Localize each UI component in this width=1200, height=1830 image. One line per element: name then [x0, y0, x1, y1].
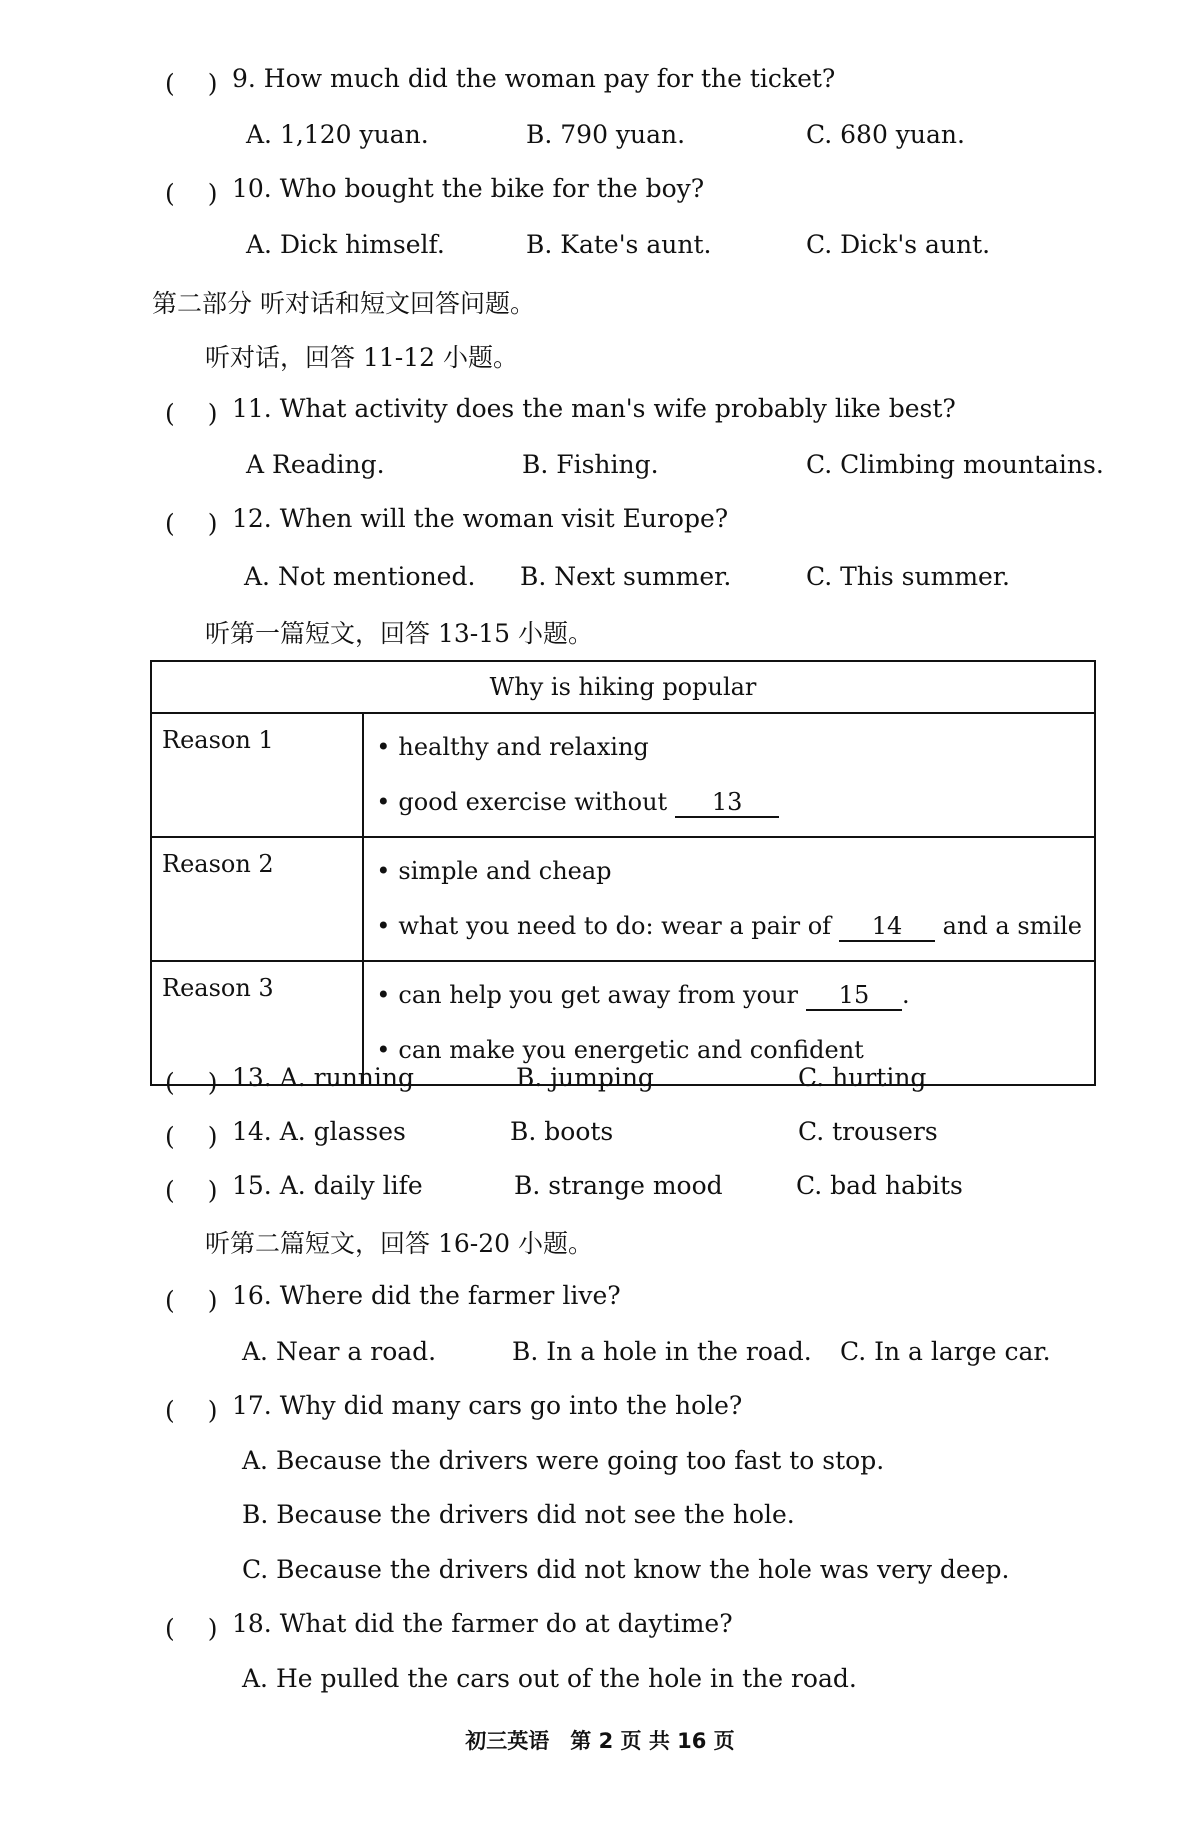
- reason-1-bullet-2: [376, 775, 1082, 830]
- question-10: 10. Who bought the bike for the boy?: [232, 174, 705, 203]
- reason-2-details: [363, 837, 1095, 961]
- question-17: 17. Why did many cars go into the hole?: [232, 1391, 743, 1420]
- table-title: Why is hiking popular: [151, 661, 1095, 713]
- q10-option-c: C. Dick's aunt.: [806, 230, 991, 259]
- question-15: 15. A. daily life: [232, 1171, 423, 1200]
- reason-2-suffix: and a smile: [942, 912, 1082, 940]
- blank-15[interactable]: 15: [806, 981, 902, 1011]
- reason-2-label: Reason 2: [151, 837, 363, 961]
- answer-bracket[interactable]: ( ): [165, 509, 218, 538]
- q10-option-b: B. Kate's aunt.: [526, 230, 712, 259]
- answer-bracket[interactable]: ( ): [165, 69, 218, 98]
- q11-option-b: B. Fishing.: [522, 450, 659, 479]
- q11-option-c: C. Climbing mountains.: [806, 450, 1104, 479]
- blank-14[interactable]: 14: [839, 912, 935, 942]
- reason-1-details: [363, 713, 1095, 837]
- q12-option-a: A. Not mentioned.: [244, 562, 476, 591]
- q13-option-b: B. jumping: [516, 1063, 654, 1092]
- answer-bracket[interactable]: ( ): [165, 1122, 218, 1151]
- reason-3-bullet-1-text: can help you get away from your: [398, 981, 798, 1009]
- answer-bracket[interactable]: ( ): [165, 179, 218, 208]
- q14-option-c: C. trousers: [798, 1117, 938, 1146]
- question-14: 14. A. glasses: [232, 1117, 406, 1146]
- reason-2-bullet-2-text: what you need to do: wear a pair of: [398, 912, 832, 940]
- answer-bracket[interactable]: ( ): [165, 1176, 218, 1205]
- question-18: 18. What did the farmer do at daytime?: [232, 1609, 733, 1638]
- question-16: 16. Where did the farmer live?: [232, 1281, 621, 1310]
- q11-option-a: A Reading.: [246, 450, 385, 479]
- q16-option-a: A. Near a road.: [242, 1337, 437, 1366]
- answer-bracket[interactable]: ( ): [165, 399, 218, 428]
- passage-1-instruction: 听第一篇短文，回答 13-15 小题。: [205, 619, 593, 648]
- q9-option-c: C. 680 yuan.: [806, 120, 965, 149]
- q9-option-b: B. 790 yuan.: [526, 120, 686, 149]
- q14-option-b: B. boots: [510, 1117, 614, 1146]
- reason-3-suffix: .: [901, 981, 910, 1009]
- q17-option-a: A. Because the drivers were going too fast to stop.: [242, 1446, 885, 1475]
- q17-option-b: B. Because the drivers did not see the hole.: [242, 1500, 795, 1529]
- passage-2-instruction: 听第二篇短文，回答 16-20 小题。: [205, 1229, 593, 1258]
- question-13: 13. A. running: [232, 1063, 415, 1092]
- reason-2-bullet-2: [376, 899, 1082, 954]
- q12-option-c: C. This summer.: [806, 562, 1010, 591]
- q17-option-c: C. Because the drivers did not know the hole was very deep.: [242, 1555, 1010, 1584]
- question-12: 12. When will the woman visit Europe?: [232, 504, 729, 533]
- q10-option-a: A. Dick himself.: [246, 230, 445, 259]
- reason-3-bullet-2: • can make you energetic and confident: [376, 1023, 1082, 1078]
- q13-option-c: C. hurting: [798, 1063, 927, 1092]
- answer-bracket[interactable]: ( ): [165, 1396, 218, 1425]
- reason-1-bullet-1: • healthy and relaxing: [376, 720, 1082, 775]
- answer-bracket[interactable]: ( ): [165, 1286, 218, 1315]
- question-9: 9. How much did the woman pay for the ticket?: [232, 64, 836, 93]
- answer-bracket[interactable]: ( ): [165, 1068, 218, 1097]
- q18-option-a: A. He pulled the cars out of the hole in the road.: [242, 1664, 857, 1693]
- reason-2-bullet-1: • simple and cheap: [376, 844, 1082, 899]
- reason-3-label: Reason 3: [151, 961, 363, 1085]
- answer-bracket[interactable]: ( ): [165, 1614, 218, 1643]
- reason-1-bullet-2-text: good exercise without: [398, 788, 668, 816]
- q16-option-b: B. In a hole in the road.: [512, 1337, 812, 1366]
- reason-3-details: [363, 961, 1095, 1085]
- q15-option-c: C. bad habits: [796, 1171, 963, 1200]
- q12-option-b: B. Next summer.: [520, 562, 732, 591]
- page-footer: 初三英语 第 2 页 共 16 页: [465, 1729, 735, 1753]
- q9-option-a: A. 1,120 yuan.: [246, 120, 429, 149]
- hiking-table: [150, 660, 1096, 1086]
- question-11: 11. What activity does the man's wife probably like best?: [232, 394, 956, 423]
- reason-1-label: Reason 1: [151, 713, 363, 837]
- part-2-title: 第二部分 听对话和短文回答问题。: [152, 289, 535, 318]
- q16-option-c: C. In a large car.: [840, 1337, 1051, 1366]
- blank-13[interactable]: 13: [675, 788, 779, 818]
- reason-3-bullet-1: [376, 968, 1082, 1023]
- q15-option-b: B. strange mood: [514, 1171, 723, 1200]
- dialog-instruction: 听对话，回答 11-12 小题。: [205, 343, 518, 372]
